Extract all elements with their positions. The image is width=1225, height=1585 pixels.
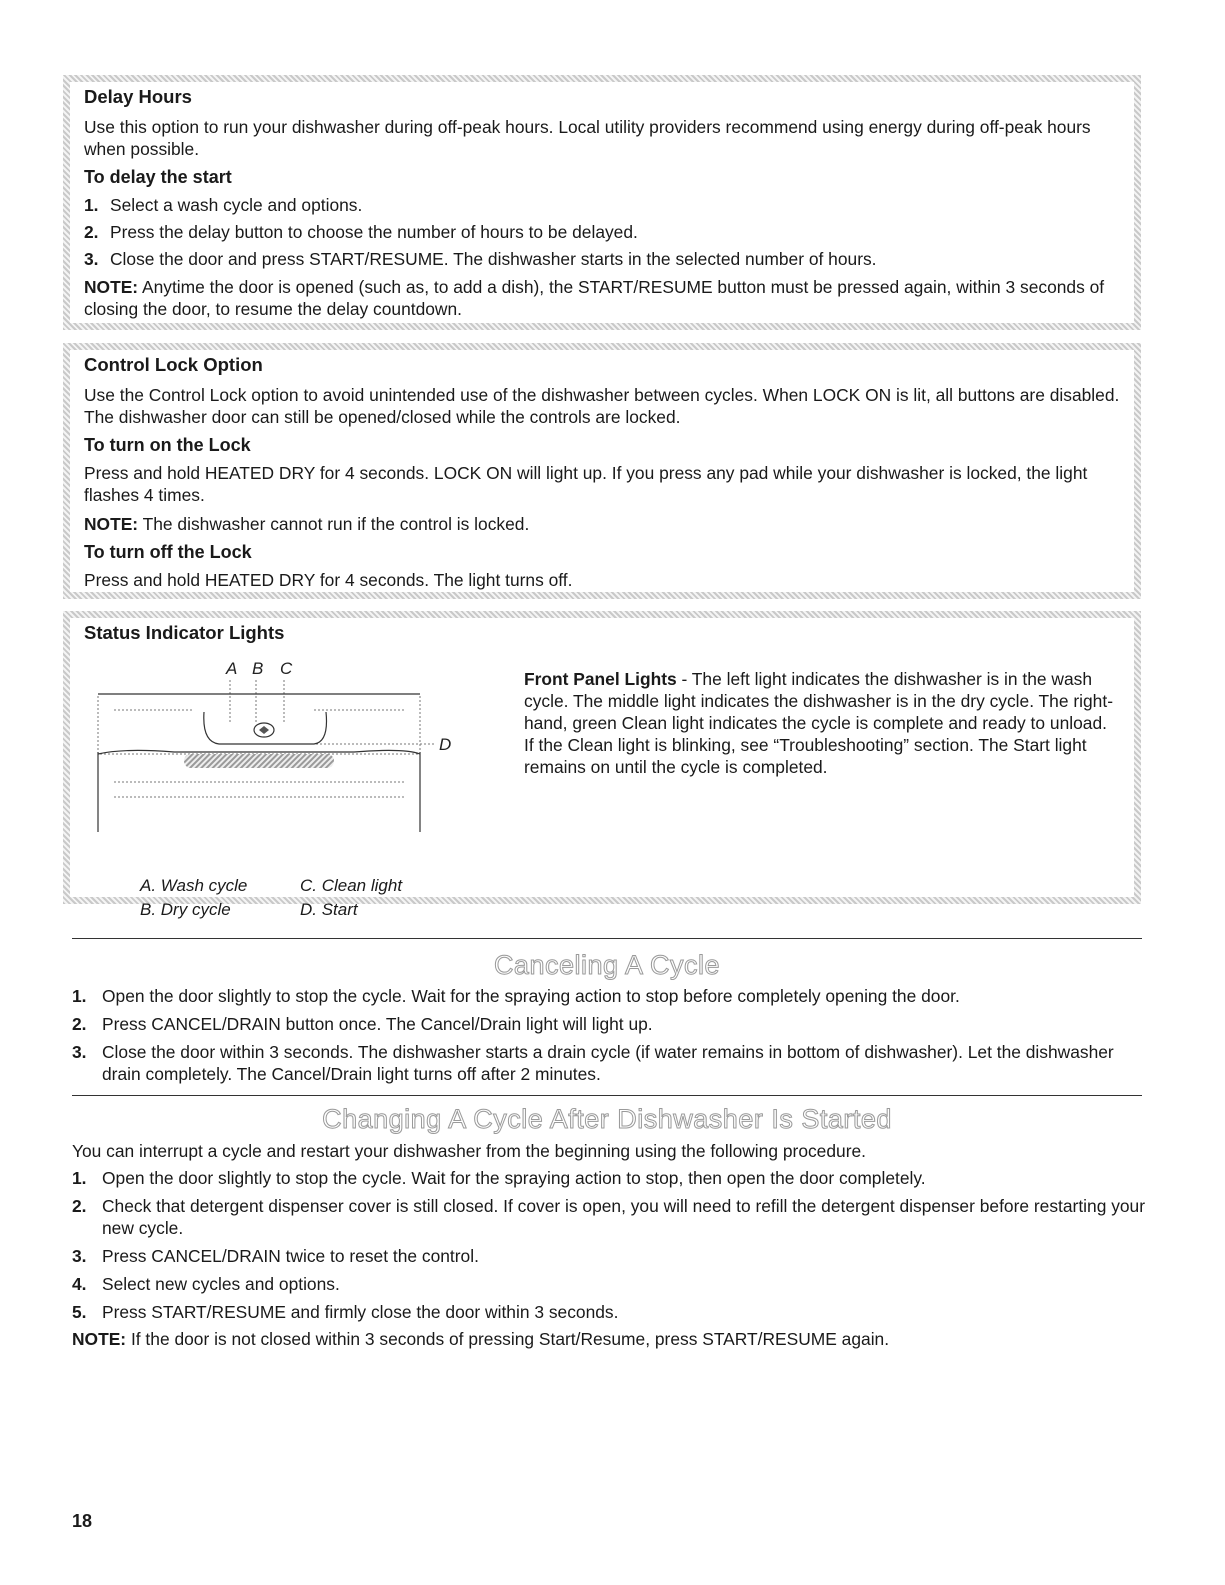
list-item — [84, 221, 1120, 243]
changing-steps-list — [72, 1167, 1147, 1329]
step-text: Press CANCEL/DRAIN button once. The Cancel/Drain light will light up. — [102, 1014, 653, 1034]
front-panel-description — [524, 668, 1120, 882]
step-number: 3. — [84, 249, 99, 269]
canceling-steps-list — [72, 985, 1147, 1091]
step-number: 3. — [72, 1042, 87, 1062]
list-item — [84, 248, 1120, 270]
page-number: 18 — [72, 1511, 93, 1531]
step-text: Press CANCEL/DRAIN twice to reset the control. — [102, 1246, 479, 1266]
step-number: 4. — [72, 1274, 87, 1294]
legend-dry-cycle: B. Dry cycle — [140, 900, 231, 919]
note-label: NOTE: — [84, 277, 139, 297]
lock-note — [84, 513, 1120, 535]
delay-steps-list — [84, 194, 1120, 270]
canceling-title: Canceling A Cycle — [493, 950, 721, 980]
status-lights-title: Status Indicator Lights — [84, 622, 285, 643]
dishwasher-panel-illustration — [84, 652, 484, 882]
list-item — [72, 985, 1147, 1007]
list-item — [72, 1195, 1147, 1239]
note-label: NOTE: — [84, 514, 139, 534]
step-text: Open the door slightly to stop the cycle. Wait for the spraying action to stop, then open the door completely. — [102, 1168, 926, 1188]
step-number: 2. — [72, 1014, 87, 1034]
legend-start: D. Start — [300, 900, 358, 919]
changing-note — [72, 1328, 1147, 1350]
step-number: 1. — [72, 1168, 87, 1188]
lock-on-text: Press and hold HEATED DRY for 4 seconds. LOCK ON will light up. If you press any pad while your dishwasher is locked, the light flashes 4 times. — [84, 463, 1088, 505]
lock-off-text: Press and hold HEATED DRY for 4 seconds. The light turns off. — [84, 570, 573, 590]
step-text: Check that detergent dispenser cover is still closed. If cover is open, you will need to refill the detergent dispenser before restarting your new cycle. — [102, 1196, 1146, 1238]
step-number: 5. — [72, 1302, 87, 1322]
list-item — [72, 1013, 1147, 1035]
front-panel-text: - The left light indicates the dishwasher is in the wash cycle. The middle light indicates the dishwasher is in the dry cycle. The right-hand, green Clean light indicates the cycle is complete and ready to unload. If the Clean light is blinking, see “Troubleshooting” section. The Start light remains on until the cycle is completed. — [524, 669, 1113, 777]
list-item — [84, 194, 1120, 216]
section-divider — [72, 938, 1142, 939]
control-lock-intro: Use the Control Lock option to avoid unintended use of the dishwasher between cycles. When LOCK ON is lit, all buttons are disabled. The dishwasher door can still be opened/closed while the controls are locked. — [84, 385, 1120, 427]
diagram-label-b: B — [252, 659, 264, 678]
step-number: 3. — [72, 1246, 87, 1266]
lock-on-subtitle: To turn on the Lock — [84, 435, 251, 455]
step-number: 1. — [84, 195, 99, 215]
step-number: 2. — [72, 1196, 87, 1216]
list-item — [72, 1301, 1147, 1323]
step-text: Press the delay button to choose the number of hours to be delayed. — [110, 222, 638, 242]
list-item — [72, 1167, 1147, 1189]
step-text: Open the door slightly to stop the cycle. Wait for the spraying action to stop before completely opening the door. — [102, 986, 960, 1006]
delay-hours-section — [63, 75, 1141, 330]
diagram-label-c: C — [280, 659, 293, 678]
note-text: If the door is not closed within 3 seconds of pressing Start/Resume, press START/RESUME again. — [126, 1329, 890, 1349]
note-text: Anytime the door is opened (such as, to add a dish), the START/RESUME button must be pressed again, within 3 seconds of closing the door, to resume the delay countdown. — [84, 277, 1105, 319]
status-panel-diagram — [84, 652, 484, 919]
step-text: Close the door within 3 seconds. The dishwasher starts a drain cycle (if water remains in bottom of dishwasher). Let the dishwasher drain completely. The Cancel/Drain light turns off after 2 minutes. — [102, 1042, 1114, 1084]
control-lock-title: Control Lock Option — [84, 354, 263, 375]
note-text: The dishwasher cannot run if the control is locked. — [138, 514, 530, 534]
control-lock-section — [63, 343, 1141, 599]
step-number: 2. — [84, 222, 99, 242]
list-item — [72, 1041, 1147, 1085]
changing-title: Changing A Cycle After Dishwasher Is Started — [322, 1104, 892, 1134]
step-text: Press START/RESUME and firmly close the door within 3 seconds. — [102, 1302, 619, 1322]
legend-wash-cycle: A. Wash cycle — [140, 876, 248, 895]
section-divider — [72, 1095, 1142, 1096]
handle-recess — [184, 754, 334, 768]
diagram-label-a: A — [226, 659, 238, 678]
delay-note — [84, 276, 1120, 320]
delay-start-subtitle: To delay the start — [84, 167, 232, 187]
lock-off-subtitle: To turn off the Lock — [84, 542, 252, 562]
changing-intro: You can interrupt a cycle and restart your dishwasher from the beginning using the following procedure. — [72, 1141, 866, 1161]
status-lights-section — [63, 611, 1141, 919]
step-text: Close the door and press START/RESUME. The dishwasher starts in the selected number of hours. — [110, 249, 877, 269]
step-number: 1. — [72, 986, 87, 1006]
diagram-legend — [140, 874, 402, 922]
list-item — [72, 1245, 1147, 1267]
list-item — [72, 1273, 1147, 1295]
step-text: Select a wash cycle and options. — [110, 195, 363, 215]
step-text: Select new cycles and options. — [102, 1274, 340, 1294]
delay-hours-intro: Use this option to run your dishwasher during off-peak hours. Local utility providers recommend using energy during off-peak hours when possible. — [84, 117, 1091, 159]
front-panel-label: Front Panel Lights — [524, 669, 677, 689]
legend-clean-light: C. Clean light — [300, 876, 403, 895]
diagram-label-d: D — [439, 735, 452, 754]
note-label: NOTE: — [72, 1329, 127, 1349]
delay-hours-title: Delay Hours — [84, 86, 192, 107]
